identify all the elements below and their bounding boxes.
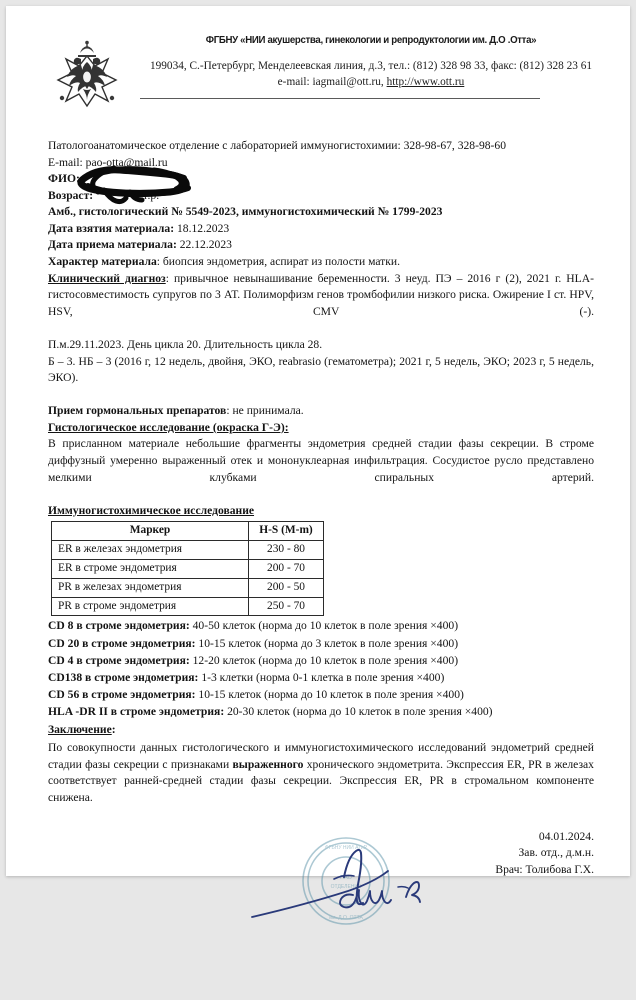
patient-fio-label: ФИО: — [48, 172, 80, 186]
conclusion-text — [48, 740, 594, 823]
department-email: E-mail: pao-otta@mail.ru — [48, 155, 168, 169]
cd-marker-label: CD 4 в строме эндометрия: — [48, 653, 190, 667]
cd-marker-label: CD 8 в строме эндометрия: — [48, 619, 190, 633]
letterhead — [44, 34, 606, 126]
cell-marker: PR в железах эндометрия — [52, 578, 249, 597]
cell-marker: ER в строме эндометрия — [52, 559, 249, 578]
patient-age-value: г.р. — [144, 188, 160, 202]
cd-marker-label: CD138 в строме эндометрия: — [48, 670, 199, 684]
cell-score: 230 - 80 — [249, 541, 324, 560]
cd-marker-label: CD 56 в строме эндометрия: — [48, 687, 196, 701]
cd-marker-value: 10-15 клеток (норма до 10 клеток в поле зрения ×400) — [195, 687, 464, 701]
table-row — [52, 559, 324, 578]
cell-score: 250 - 70 — [249, 597, 324, 616]
organization-address: 199034, С.-Петербург, Менделеевская линия, д.3, тел.: (812) 328 98 33, факс: (812) 328 23 61 — [149, 60, 593, 72]
cd-marker-value: 10-15 клеток (норма до 3 клеток в поле зрения ×400) — [195, 636, 459, 650]
collection-date-value: 18.12.2023 — [177, 221, 230, 235]
svg-text:ПАО: ПАО — [340, 874, 352, 881]
collection-date-label: Дата взятия материала: — [48, 221, 175, 235]
ihc-heading: Иммуногистохимическое исследование — [48, 503, 255, 517]
signature-area — [48, 829, 594, 949]
hormone-therapy-label: Прием гормональных препаратов — [48, 404, 227, 418]
reception-date-line — [48, 237, 594, 254]
hormone-therapy-value: : не принимала. — [226, 404, 304, 418]
document-page — [6, 6, 630, 921]
svg-text:им. Д.О. ОТТА: им. Д.О. ОТТА — [329, 914, 363, 921]
list-item — [48, 653, 594, 670]
clinical-diagnosis-text: : привычное невынашивание беременности. 3 неуд. ПЭ – 2016 г (2), 2021 г. HLA-гистосовместимость супругов по 3 АТ. Полиморфизм генов тромбофилии низкого риска. Ожирение I ст. HPV, HSV, CMV (-). — [48, 271, 594, 318]
cell-marker: ER в железах эндометрия — [52, 541, 249, 560]
obstetric-history-line: Б – 3. НБ – 3 (2016 г, 12 недель, двойня, ЭКО, reabrasio (гематометра); 2021 г, 5 недель, ЭКО; 2023 г, 5 недель, ЭКО). — [48, 354, 594, 385]
patient-age-line — [48, 188, 594, 205]
organization-contacts — [140, 74, 602, 90]
material-label: Характер материала — [48, 255, 157, 269]
organization-name: ФГБНУ «НИИ акушерства, гинекологии и репродуктологии им. Д.О .Отта» — [205, 35, 537, 46]
column-header-score: H-S (M-m) — [249, 522, 324, 541]
conclusion-heading-colon: : — [111, 723, 116, 737]
clinical-diagnosis-label: Клинический диагноз — [48, 271, 166, 285]
list-item — [48, 636, 594, 653]
conclusion-heading-line — [48, 722, 594, 739]
conclusion-heading: Заключение — [48, 723, 112, 737]
table-header-row — [52, 522, 324, 541]
organization-email: e-mail: iagmail@ott.ru, — [277, 76, 384, 89]
cd-marker-value: 20-30 клеток (норма до 10 клеток в поле зрения ×400) — [224, 704, 493, 718]
patient-fio-line — [48, 171, 594, 188]
list-item — [48, 687, 594, 704]
record-numbers: Амб., гистологический № 5549-2023, иммуногистохимический № 1799-2023 — [48, 205, 443, 219]
cell-score: 200 - 50 — [249, 578, 324, 597]
organization-website-link[interactable]: http://www.ott.ru — [386, 76, 465, 89]
table-row — [52, 597, 324, 616]
table-row — [52, 578, 324, 597]
ihc-results-table — [51, 521, 324, 616]
conclusion-emphasis: выраженного — [232, 757, 304, 771]
reception-date-value: 22.12.2023 — [179, 238, 232, 252]
cell-score: 200 - 70 — [249, 559, 324, 578]
handwritten-signature-icon — [248, 843, 508, 931]
histology-text: В присланном материале небольшие фрагменты эндометрия средней стадии фазы секреции. В строме диффузный умеренно выраженный отек и мононуклеарная инфильтрация. Сосудистое русло представлено мелкими клубками спиральных артерий. — [48, 437, 594, 484]
institute-emblem-icon — [50, 36, 124, 122]
list-item — [48, 704, 594, 721]
material-value: : биопсия эндометрия, аспират из полости матки. — [156, 255, 400, 269]
collection-date-line — [48, 221, 594, 238]
svg-text:ФГБНУ НИИ АГиР: ФГБНУ НИИ АГиР — [324, 844, 368, 851]
patient-age-label: Возраст: — [48, 188, 94, 202]
cd-marker-list — [48, 618, 594, 720]
cycle-info-line: П.м.29.11.2023. День цикла 20. Длительность цикла 28. — [48, 337, 323, 351]
list-item — [48, 618, 594, 635]
report-date: 04.01.2024. — [538, 829, 594, 843]
histology-heading: Гистологическое исследование (окраска Г-Э): — [48, 420, 289, 434]
column-header-marker: Маркер — [52, 522, 249, 541]
cd-marker-label: HLA -DR II в строме эндометрия: — [48, 704, 225, 718]
conclusion-part-2: хронического эндометрита. Экспрессия ER, PR в железах соответствует ранней-средней стадии фазы секреции. Экспрессия ER, PR в стромальном компоненте снижена. — [48, 757, 594, 804]
cd-marker-value: 40-50 клеток (норма до 10 клеток в поле зрения ×400) — [189, 619, 459, 633]
hormone-therapy-line — [48, 403, 594, 420]
table-row — [52, 541, 324, 560]
conclusion-part-1: По совокупности данных гистологического и иммуногистохимического исследований эндометрий средней стадии фазы секреции с признаками — [48, 740, 594, 771]
cd-marker-label: CD 20 в строме эндометрия: — [48, 636, 196, 650]
svg-text:ОТДЕЛЕНИЕ: ОТДЕЛЕНИЕ — [330, 883, 362, 890]
document-body — [48, 138, 594, 949]
department-line: Патологоанатомическое отделение с лабораторией иммуногистохимии: 328-98-67, 328-98-60 — [48, 139, 507, 152]
cd-marker-value: 12-20 клеток (норма до 10 клеток в поле зрения ×400) — [189, 653, 459, 667]
organization-block — [140, 34, 606, 91]
reception-date-label: Дата приема материала: — [48, 238, 177, 252]
conclusion-section — [48, 722, 594, 822]
doctor-name: Врач: Толибова Г.Х. — [495, 863, 594, 877]
clinical-diagnosis — [48, 271, 594, 337]
list-item — [48, 670, 594, 687]
header-divider — [140, 98, 540, 99]
cell-marker: PR в строме эндометрия — [52, 597, 249, 616]
material-line — [48, 254, 594, 271]
cd-marker-value: 1-3 клетки (норма 0-1 клетка в поле зрения ×400) — [198, 670, 445, 684]
doctor-position: Зав. отд., д.м.н. — [518, 846, 594, 860]
